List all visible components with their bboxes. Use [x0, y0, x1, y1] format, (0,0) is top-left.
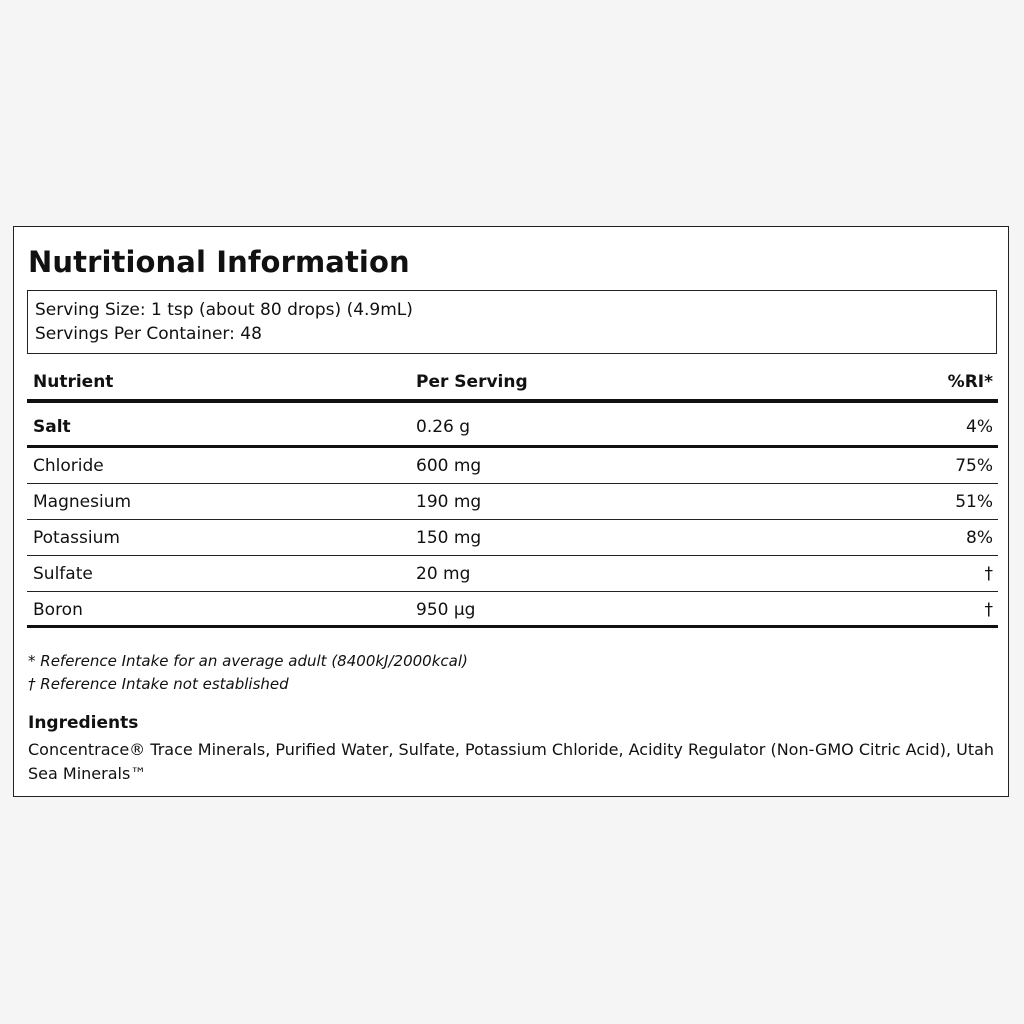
nutrient-name: Sulfate: [33, 564, 93, 584]
table-row-sulfate: [27, 556, 998, 592]
table-row-boron: [27, 592, 998, 628]
nutrient-amount: 950 µg: [416, 600, 476, 620]
nutrition-label: [13, 226, 1009, 797]
header-ri: %RI*: [947, 372, 993, 392]
nutrient-table: [27, 363, 998, 628]
nutrient-ri: †: [984, 600, 993, 620]
footnotes: [28, 650, 468, 696]
ingredients-text: Concentrace® Trace Minerals, Purified Water, Sulfate, Potassium Chloride, Acidity Regulator (Non-GMO Citric Acid), Utah Sea Minerals™: [28, 740, 995, 783]
nutrient-name: Boron: [33, 600, 83, 620]
nutrient-amount: 600 mg: [416, 456, 482, 476]
nutrient-ri: †: [984, 564, 993, 584]
table-header-row: [27, 363, 998, 403]
nutrient-amount: 190 mg: [416, 492, 482, 512]
header-per-serving: Per Serving: [416, 372, 528, 392]
header-nutrient: Nutrient: [33, 372, 114, 392]
nutrient-name: Salt: [33, 417, 71, 437]
table-row-chloride: [27, 448, 998, 484]
nutrient-ri: 51%: [955, 492, 993, 512]
table-row-potassium: [27, 520, 998, 556]
ingredients-heading: Ingredients: [28, 713, 139, 733]
nutrient-ri: 8%: [966, 528, 993, 548]
footnote-not-established: † Reference Intake not established: [28, 675, 289, 693]
nutrient-name: Potassium: [33, 528, 120, 548]
servings-per-container: Servings Per Container: 48: [35, 324, 262, 344]
nutrient-name: Chloride: [33, 456, 104, 476]
table-row-salt: [27, 403, 998, 448]
serving-size: Serving Size: 1 tsp (about 80 drops) (4.9mL): [35, 300, 413, 320]
serving-info-box: [27, 290, 997, 354]
table-row-magnesium: [27, 484, 998, 520]
label-title: Nutritional Information: [28, 245, 410, 279]
nutrient-ri: 4%: [966, 417, 993, 437]
nutrient-amount: 0.26 g: [416, 417, 471, 437]
nutrient-amount: 150 mg: [416, 528, 482, 548]
nutrient-ri: 75%: [955, 456, 993, 476]
footnote-reference-intake: * Reference Intake for an average adult (8400kJ/2000kcal): [28, 652, 468, 670]
nutrient-name: Magnesium: [33, 492, 132, 512]
nutrient-amount: 20 mg: [416, 564, 471, 584]
